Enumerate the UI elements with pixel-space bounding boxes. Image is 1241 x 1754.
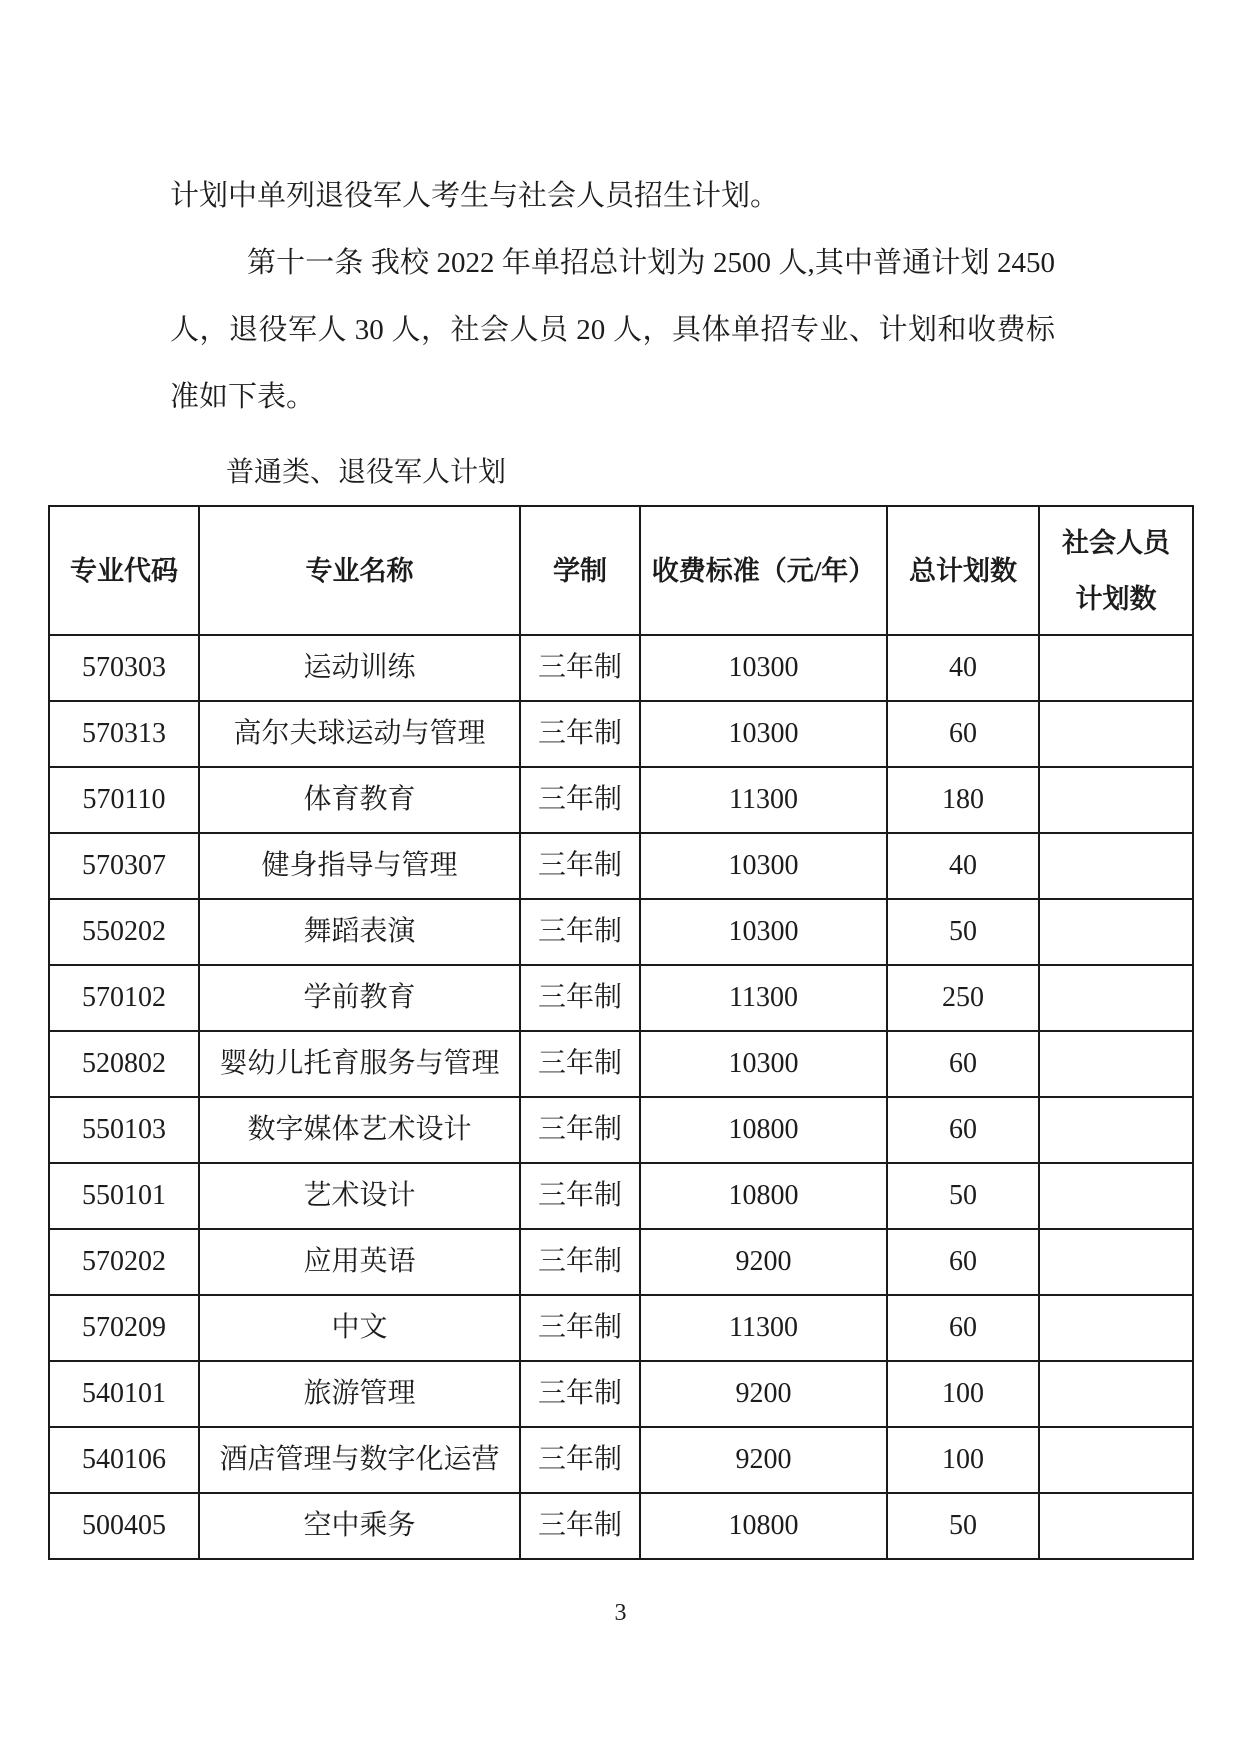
fee-cell: 10800: [640, 1097, 887, 1163]
header-cell-line: 收费标准（元/年）: [651, 555, 876, 586]
total-plan-cell: 50: [887, 899, 1039, 965]
header-cell-line: 计划数: [1075, 583, 1157, 614]
table-body: [49, 635, 1193, 1559]
header-cell: [640, 506, 887, 635]
total-plan-cell: 40: [887, 635, 1039, 701]
table-row: [49, 1427, 1193, 1493]
major-name-cell: 中文: [199, 1295, 520, 1361]
social-plan-cell: [1039, 1097, 1193, 1163]
major-name-cell: 婴幼儿托育服务与管理: [199, 1031, 520, 1097]
table-row: [49, 701, 1193, 767]
paragraph-line: 人，退役军人 30 人，社会人员 20 人，具体单招专业、计划和收费标: [170, 314, 1055, 346]
social-plan-cell: [1039, 965, 1193, 1031]
duration-cell: 三年制: [520, 1229, 640, 1295]
fee-cell: 11300: [640, 965, 887, 1031]
fee-cell: 11300: [640, 1295, 887, 1361]
duration-cell: 三年制: [520, 833, 640, 899]
fee-cell: 10300: [640, 833, 887, 899]
major-name-cell: 艺术设计: [199, 1163, 520, 1229]
social-plan-cell: [1039, 899, 1193, 965]
social-plan-cell: [1039, 1493, 1193, 1559]
table-row: [49, 1097, 1193, 1163]
duration-cell: 三年制: [520, 635, 640, 701]
duration-cell: 三年制: [520, 1097, 640, 1163]
header-cell: [520, 506, 640, 635]
total-plan-cell: 50: [887, 1493, 1039, 1559]
table-row: [49, 1493, 1193, 1559]
major-name-cell: 高尔夫球运动与管理: [199, 701, 520, 767]
major-name-cell: 应用英语: [199, 1229, 520, 1295]
major-name-cell: 酒店管理与数字化运营: [199, 1427, 520, 1493]
major-name-cell: 体育教育: [199, 767, 520, 833]
table-row: [49, 1163, 1193, 1229]
total-plan-cell: 60: [887, 1097, 1039, 1163]
fee-cell: 10800: [640, 1493, 887, 1559]
table-row: [49, 899, 1193, 965]
fee-cell: 10300: [640, 899, 887, 965]
header-cell-line: 总计划数: [909, 555, 1017, 586]
social-plan-cell: [1039, 701, 1193, 767]
table-row: [49, 1229, 1193, 1295]
major-code-cell: 570102: [49, 965, 199, 1031]
major-code-cell: 550202: [49, 899, 199, 965]
major-name-cell: 空中乘务: [199, 1493, 520, 1559]
major-name-cell: 运动训练: [199, 635, 520, 701]
duration-cell: 三年制: [520, 1163, 640, 1229]
fee-cell: 9200: [640, 1229, 887, 1295]
major-code-cell: 540101: [49, 1361, 199, 1427]
social-plan-cell: [1039, 1361, 1193, 1427]
social-plan-cell: [1039, 833, 1193, 899]
duration-cell: 三年制: [520, 899, 640, 965]
total-plan-cell: 60: [887, 701, 1039, 767]
social-plan-cell: [1039, 1427, 1193, 1493]
enrollment-plan-table: [48, 505, 1194, 1560]
fee-cell: 10800: [640, 1163, 887, 1229]
total-plan-cell: 250: [887, 965, 1039, 1031]
header-cell: [49, 506, 199, 635]
major-name-cell: 旅游管理: [199, 1361, 520, 1427]
duration-cell: 三年制: [520, 1031, 640, 1097]
total-plan-cell: 60: [887, 1229, 1039, 1295]
fee-cell: 11300: [640, 767, 887, 833]
social-plan-cell: [1039, 767, 1193, 833]
total-plan-cell: 100: [887, 1361, 1039, 1427]
major-code-cell: 570202: [49, 1229, 199, 1295]
fee-cell: 10300: [640, 1031, 887, 1097]
major-name-cell: 健身指导与管理: [199, 833, 520, 899]
duration-cell: 三年制: [520, 767, 640, 833]
header-cell-line: 专业代码: [70, 555, 178, 586]
paragraph-line: 计划中单列退役军人考生与社会人员招生计划。: [170, 180, 780, 212]
duration-cell: 三年制: [520, 965, 640, 1031]
total-plan-cell: 50: [887, 1163, 1039, 1229]
header-cell: [199, 506, 520, 635]
header-cell-line: 专业名称: [305, 555, 414, 586]
major-code-cell: 520802: [49, 1031, 199, 1097]
table-row: [49, 635, 1193, 701]
paragraph-line: 准如下表。: [170, 381, 316, 413]
table-caption: 普通类、退役军人计划: [226, 457, 507, 488]
major-code-cell: 570110: [49, 767, 199, 833]
header-cell-line: 社会人员: [1062, 527, 1170, 558]
major-code-cell: 550103: [49, 1097, 199, 1163]
duration-cell: 三年制: [520, 1295, 640, 1361]
paragraph-line: 第十一条 我校 2022 年单招总计划为 2500 人,其中普通计划 2450: [247, 247, 1055, 279]
major-name-cell: 数字媒体艺术设计: [199, 1097, 520, 1163]
major-code-cell: 570303: [49, 635, 199, 701]
header-cell-line: 学制: [553, 555, 607, 586]
major-code-cell: 570209: [49, 1295, 199, 1361]
duration-cell: 三年制: [520, 1427, 640, 1493]
header-cell: [887, 506, 1039, 635]
page-number: 3: [614, 1600, 627, 1626]
table-row: [49, 1295, 1193, 1361]
table-header-row: [49, 506, 1193, 635]
total-plan-cell: 100: [887, 1427, 1039, 1493]
social-plan-cell: [1039, 635, 1193, 701]
table-row: [49, 767, 1193, 833]
duration-cell: 三年制: [520, 1493, 640, 1559]
major-name-cell: 舞蹈表演: [199, 899, 520, 965]
major-code-cell: 500405: [49, 1493, 199, 1559]
social-plan-cell: [1039, 1295, 1193, 1361]
duration-cell: 三年制: [520, 701, 640, 767]
social-plan-cell: [1039, 1163, 1193, 1229]
body-paragraph: [170, 163, 1055, 431]
fee-cell: 10300: [640, 701, 887, 767]
table-row: [49, 833, 1193, 899]
table-row: [49, 1031, 1193, 1097]
major-name-cell: 学前教育: [199, 965, 520, 1031]
fee-cell: 9200: [640, 1361, 887, 1427]
header-cell: [1039, 506, 1193, 635]
fee-cell: 10300: [640, 635, 887, 701]
social-plan-cell: [1039, 1031, 1193, 1097]
total-plan-cell: 60: [887, 1295, 1039, 1361]
major-code-cell: 550101: [49, 1163, 199, 1229]
table-row: [49, 1361, 1193, 1427]
table-row: [49, 965, 1193, 1031]
major-code-cell: 570313: [49, 701, 199, 767]
major-code-cell: 570307: [49, 833, 199, 899]
total-plan-cell: 180: [887, 767, 1039, 833]
total-plan-cell: 40: [887, 833, 1039, 899]
duration-cell: 三年制: [520, 1361, 640, 1427]
total-plan-cell: 60: [887, 1031, 1039, 1097]
social-plan-cell: [1039, 1229, 1193, 1295]
major-code-cell: 540106: [49, 1427, 199, 1493]
fee-cell: 9200: [640, 1427, 887, 1493]
